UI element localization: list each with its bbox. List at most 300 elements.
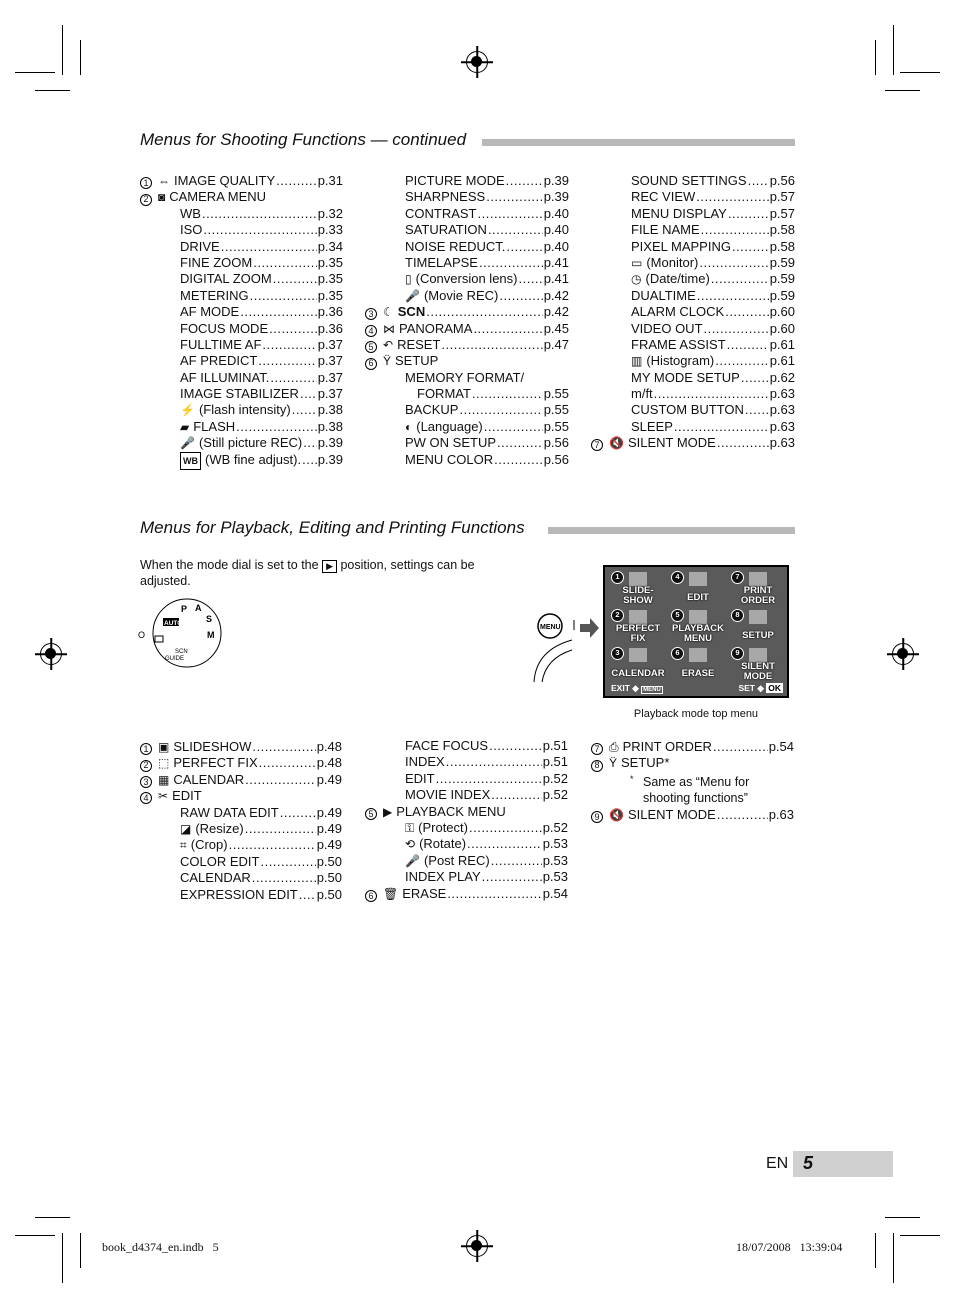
page-reference: p.59 xyxy=(769,254,795,270)
screen-item-icon xyxy=(629,610,647,624)
menu-item-label: ISO xyxy=(180,222,203,238)
page-reference: p.50 xyxy=(316,870,342,886)
page-reference: p.58 xyxy=(769,222,795,238)
playback-menu-column-1 xyxy=(140,739,342,903)
dot-leader xyxy=(262,337,316,353)
page-reference: p.36 xyxy=(317,320,343,336)
page-reference: p.51 xyxy=(542,738,568,753)
menu-entry xyxy=(365,337,569,353)
screen-menu-item[interactable] xyxy=(669,571,727,607)
menu-item-label: RESET xyxy=(397,336,441,352)
menu-item-label: MY MODE SETUP xyxy=(631,369,740,385)
dot-leader xyxy=(280,805,316,821)
page-reference: p.37 xyxy=(317,386,343,402)
menu-item-icon: ◪ xyxy=(180,821,192,836)
menu-item-icon: ▯ xyxy=(405,272,412,287)
dot-leader xyxy=(472,386,543,402)
dot-leader xyxy=(711,271,769,287)
menu-item-label: (Monitor) xyxy=(646,254,699,270)
page-reference: p.51 xyxy=(542,754,568,770)
dot-leader xyxy=(701,222,769,238)
screen-caption: Playback mode top menu xyxy=(633,708,759,720)
page-reference: p.60 xyxy=(769,320,795,336)
menu-entry xyxy=(140,755,342,771)
screen-menu-item[interactable] xyxy=(729,571,787,607)
menu-item-icon: 🎤 xyxy=(180,436,195,451)
menu-item-icon: 🔇 xyxy=(609,436,624,451)
menu-item-label: PLAYBACK MENU xyxy=(396,803,506,819)
dot-leader xyxy=(245,821,316,837)
shooting-menu-column-2 xyxy=(365,173,569,468)
menu-item-label: INDEX PLAY xyxy=(405,869,481,885)
dot-leader xyxy=(258,353,316,369)
menu-item-label: CUSTOM BUTTON xyxy=(631,402,744,418)
item-number-badge: 6 xyxy=(365,890,377,902)
crop-mark xyxy=(62,1233,63,1283)
menu-item-label: AF PREDICT xyxy=(180,353,258,369)
menu-item-label: EXPRESSION EDIT xyxy=(180,886,298,902)
menu-item-label: CAMERA MENU xyxy=(169,189,267,205)
menu-entry xyxy=(365,771,568,787)
dot-leader xyxy=(715,353,768,369)
menu-item-label: SILENT MODE xyxy=(627,807,716,822)
menu-button-illustration xyxy=(524,610,599,685)
dot-leader xyxy=(654,386,769,402)
dot-leader xyxy=(478,206,543,222)
menu-entry xyxy=(591,337,795,353)
dial-label-a: A xyxy=(195,603,202,613)
menu-item-icon: ✂ xyxy=(158,789,169,804)
menu-entry xyxy=(365,222,569,238)
intro-text: When the mode dial is set to the ▶ position, settings can be adjusted. xyxy=(140,558,475,588)
dot-leader xyxy=(253,255,316,271)
menu-entry xyxy=(591,370,795,386)
menu-entry xyxy=(140,206,343,222)
menu-item-label: (Crop) xyxy=(190,837,228,853)
screen-item-label: PERFECT FIX xyxy=(615,623,661,644)
menu-item-icon: ◐ xyxy=(405,419,413,434)
menu-entry xyxy=(365,836,568,852)
menu-entry xyxy=(140,435,343,451)
dot-leader xyxy=(303,435,316,451)
menu-item-label: PW ON SETUP xyxy=(405,435,497,451)
dot-leader xyxy=(245,772,316,788)
dot-leader xyxy=(270,370,316,386)
menu-item-icon: ☾ xyxy=(383,305,394,320)
menu-entry xyxy=(365,239,569,255)
dot-leader xyxy=(696,189,768,205)
menu-item-label: VIDEO OUT xyxy=(631,320,703,336)
menu-item-label: FOCUS MODE xyxy=(180,320,269,336)
menu-entry xyxy=(591,386,795,402)
menu-entry xyxy=(591,222,795,238)
page-reference: p.39 xyxy=(317,451,343,467)
menu-item-label: SETUP* xyxy=(621,755,670,771)
dial-label-guide: GUIDE xyxy=(165,656,185,662)
crop-mark xyxy=(900,72,940,73)
menu-item-icon: ▦ xyxy=(158,772,170,787)
menu-item-icon: ◷ xyxy=(631,272,642,287)
shooting-menu-column-3 xyxy=(591,173,795,452)
page-reference: p.54 xyxy=(542,885,568,901)
menu-item-label: PIXEL MAPPING xyxy=(631,238,731,254)
dot-leader xyxy=(727,337,769,353)
menu-item-label: IMAGE STABILIZER xyxy=(180,386,299,402)
page-reference: p.38 xyxy=(317,402,343,418)
dial-label-m: M xyxy=(207,630,215,640)
dot-leader xyxy=(299,887,316,903)
menu-entry xyxy=(591,173,795,189)
page-reference: p.63 xyxy=(769,418,795,434)
menu-item-label: AF MODE xyxy=(180,304,240,320)
page-reference: p.62 xyxy=(769,369,795,385)
menu-entry xyxy=(591,435,795,451)
registration-mark xyxy=(892,643,914,665)
menu-item-label: (Rotate) xyxy=(419,836,467,852)
screen-item-label: SETUP xyxy=(742,630,774,641)
screen-item-label: PRINT ORDER xyxy=(740,585,776,606)
menu-item-label: MENU COLOR xyxy=(405,451,494,467)
screen-item-icon xyxy=(689,572,707,586)
menu-entry xyxy=(140,337,343,353)
page-reference: p.42 xyxy=(543,287,569,303)
menu-item-label: (Protect) xyxy=(418,819,468,835)
menu-entry xyxy=(365,804,568,820)
crop-mark xyxy=(35,90,70,91)
menu-item-label: RAW DATA EDIT xyxy=(180,804,279,820)
page-reference: p.63 xyxy=(769,386,795,402)
screen-item-label: EDIT xyxy=(687,592,709,603)
menu-entry xyxy=(365,288,569,304)
item-number-badge: 5 xyxy=(365,808,377,820)
menu-entry xyxy=(365,419,569,435)
menu-item-icon: ⇔ xyxy=(158,174,170,188)
page-reference: p.60 xyxy=(769,304,795,320)
page-reference: p.52 xyxy=(542,819,568,835)
menu-entry xyxy=(591,353,795,369)
dot-leader xyxy=(229,837,316,853)
page-reference: p.49 xyxy=(316,771,342,787)
menu-entry xyxy=(591,255,795,271)
menu-item-label: TIMELAPSE xyxy=(405,254,478,270)
playback-menu-column-3-silent xyxy=(591,807,794,823)
page-reference: p.49 xyxy=(316,837,342,853)
dot-leader xyxy=(674,419,769,435)
page-reference: p.56 xyxy=(543,451,569,467)
dot-leader xyxy=(745,402,769,418)
screen-item-icon xyxy=(629,572,647,586)
dot-leader xyxy=(260,854,315,870)
menu-item-label: FULLTIME AF xyxy=(180,336,262,352)
dot-leader xyxy=(741,370,769,386)
menu-entry xyxy=(140,255,343,271)
menu-item-label: (Date/time) xyxy=(645,271,710,287)
menu-entry xyxy=(365,435,569,451)
screen-menu-item[interactable] xyxy=(729,609,787,645)
crop-mark xyxy=(35,1217,70,1218)
set-label: SET ◆ OK xyxy=(738,683,781,693)
menu-entry xyxy=(365,173,569,189)
menu-entry xyxy=(365,869,568,885)
page-reference: p.37 xyxy=(317,369,343,385)
registration-mark xyxy=(466,1235,488,1257)
dot-leader xyxy=(469,820,542,836)
menu-entry xyxy=(140,402,343,418)
menu-entry xyxy=(365,886,568,902)
page-reference: p.39 xyxy=(543,173,569,188)
menu-item-label: INDEX xyxy=(405,754,445,770)
page-reference: p.42 xyxy=(543,304,569,320)
menu-entry xyxy=(140,271,343,287)
menu-item-icon: ⬚ xyxy=(158,756,170,771)
menu-item-label: EDIT xyxy=(405,770,435,786)
screen-menu-item[interactable] xyxy=(609,571,667,607)
menu-entry xyxy=(140,239,343,255)
playback-menu-column-3 xyxy=(591,739,794,772)
dot-leader xyxy=(300,386,317,402)
dot-leader xyxy=(518,271,542,287)
menu-item-label: CALENDAR xyxy=(180,870,251,886)
footer-file: book_d4374_en.indb 5 xyxy=(102,1240,219,1254)
dot-leader xyxy=(491,787,541,803)
page-reference: p.53 xyxy=(542,869,568,885)
dot-leader xyxy=(436,771,542,787)
menu-item-label: METERING xyxy=(180,287,249,303)
section-title-shooting: Menus for Shooting Functions — continued xyxy=(140,130,467,149)
page-reference: p.39 xyxy=(543,189,569,205)
playback-top-menu-screen xyxy=(603,565,789,698)
menu-entry xyxy=(140,189,343,205)
menu-entry xyxy=(140,837,342,853)
dial-label-scn: SCN xyxy=(175,649,188,655)
page-reference: p.38 xyxy=(317,418,343,434)
menu-item-label: ALARM CLOCK xyxy=(631,304,725,320)
menu-entry xyxy=(591,739,794,755)
menu-entry xyxy=(591,239,795,255)
menu-item-label: FRAME ASSIST xyxy=(631,336,726,352)
menu-entry xyxy=(591,321,795,337)
screen-menu-item[interactable] xyxy=(609,609,667,645)
dot-leader xyxy=(506,173,543,189)
item-number-badge: 2 xyxy=(140,760,152,772)
menu-entry xyxy=(365,386,569,402)
menu-entry xyxy=(365,370,569,386)
menu-button-label: MENU xyxy=(540,624,561,631)
menu-item-icon: Ϋ xyxy=(609,756,618,771)
page-reference: p.37 xyxy=(317,336,343,352)
shooting-menu-column-1 xyxy=(140,173,343,468)
menu-item-label: SOUND SETTINGS xyxy=(631,173,747,188)
page-reference: p.56 xyxy=(769,173,795,188)
menu-entry xyxy=(140,288,343,304)
menu-item-label: SATURATION xyxy=(405,222,487,238)
menu-item-label: MENU DISPLAY xyxy=(631,205,727,221)
screen-item-icon xyxy=(749,648,767,662)
dot-leader xyxy=(236,419,317,435)
menu-item-icon: ↶ xyxy=(383,337,394,352)
menu-item-label: (Flash intensity) xyxy=(198,402,291,418)
menu-entry xyxy=(140,821,342,837)
item-number-badge: 4 xyxy=(140,792,152,804)
menu-item-label: COLOR EDIT xyxy=(180,853,260,869)
menu-entry xyxy=(140,854,342,870)
page-reference: p.35 xyxy=(317,254,343,270)
dot-leader xyxy=(699,255,768,271)
menu-entry xyxy=(365,754,568,770)
screen-item-number: 7 xyxy=(731,571,744,584)
page-reference: p.40 xyxy=(543,222,569,238)
menu-item-label: FLASH xyxy=(193,418,236,434)
footnote: * Same as “Menu for shooting functions” xyxy=(630,774,750,805)
menu-entry xyxy=(591,304,795,320)
dot-leader xyxy=(484,419,543,435)
dot-leader xyxy=(259,755,316,771)
dot-leader xyxy=(447,886,541,902)
menu-entry xyxy=(140,887,342,903)
menu-entry xyxy=(140,452,343,468)
screen-menu-item[interactable] xyxy=(729,647,787,683)
registration-mark xyxy=(466,51,488,73)
crop-mark xyxy=(15,72,55,73)
screen-item-number: 1 xyxy=(611,571,624,584)
menu-item-label: REC VIEW xyxy=(631,189,696,205)
dot-leader xyxy=(499,288,542,304)
page-reference: p.48 xyxy=(316,739,342,754)
page-reference: p.41 xyxy=(543,271,569,287)
dot-leader xyxy=(221,239,317,255)
page-reference: p.55 xyxy=(543,386,569,402)
crop-mark xyxy=(900,1235,940,1236)
page-reference: p.52 xyxy=(542,770,568,786)
screen-menu-item[interactable] xyxy=(669,609,727,645)
screen-item-number: 5 xyxy=(671,609,684,622)
title-bar xyxy=(548,527,795,534)
dot-leader xyxy=(459,402,542,418)
item-number-badge: 1 xyxy=(140,743,152,755)
dot-leader xyxy=(494,452,543,468)
page-reference: p.59 xyxy=(769,271,795,287)
menu-item-label: DIGITAL ZOOM xyxy=(180,271,272,287)
item-number-badge: 7 xyxy=(591,439,603,451)
menu-entry xyxy=(140,788,342,804)
menu-item-icon: ⚿ xyxy=(405,820,415,835)
menu-item-label: (Resize) xyxy=(195,820,244,836)
page-reference: p.35 xyxy=(317,271,343,287)
screen-item-icon xyxy=(749,572,767,586)
page-reference: p.63 xyxy=(769,402,795,418)
screen-item-label: ERASE xyxy=(681,668,715,679)
menu-item-label: CALENDAR xyxy=(173,771,245,787)
page-reference: p.34 xyxy=(317,238,343,254)
menu-item-label: SLIDESHOW xyxy=(173,739,252,754)
footer-timestamp: 18/07/2008 13:39:04 xyxy=(736,1240,843,1254)
menu-item-label: (Language) xyxy=(416,418,483,434)
menu-item-label: CONTRAST xyxy=(405,205,477,221)
dot-leader xyxy=(203,222,316,238)
page-reference: p.53 xyxy=(542,836,568,852)
play-icon: ▶ xyxy=(322,560,337,573)
menu-item-label: SLEEP xyxy=(631,418,673,434)
screen-item-label: PLAYBACK MENU xyxy=(672,623,724,644)
menu-item-label: SCN xyxy=(397,304,426,320)
page-reference: p.49 xyxy=(316,804,342,820)
page-reference: p.41 xyxy=(543,254,569,270)
menu-item-icon: ▣ xyxy=(158,740,170,754)
dot-leader xyxy=(717,435,769,451)
dot-leader xyxy=(717,807,768,823)
dot-leader xyxy=(250,288,317,304)
menu-entry xyxy=(365,820,568,836)
dot-leader xyxy=(202,206,317,222)
menu-item-label: NOISE REDUCT. xyxy=(405,238,506,254)
item-number-badge: 1 xyxy=(140,177,152,189)
menu-item-label: m/ft xyxy=(631,386,653,402)
menu-item-icon: ⋈ xyxy=(383,321,395,336)
page-reference: p.47 xyxy=(543,336,569,352)
menu-entry xyxy=(365,787,568,803)
dot-leader xyxy=(446,754,542,770)
menu-item-label: ERASE xyxy=(402,885,447,901)
dot-leader xyxy=(240,304,316,320)
menu-entry xyxy=(591,419,795,435)
screen-item-number: 2 xyxy=(611,609,624,622)
screen-item-icon xyxy=(689,610,707,624)
screen-item-label: SILENT MODE xyxy=(741,661,775,682)
menu-entry xyxy=(140,805,342,821)
menu-item-label: PANORAMA xyxy=(399,320,473,336)
registration-mark xyxy=(40,643,62,665)
screen-item-number: 6 xyxy=(671,647,684,660)
menu-entry xyxy=(591,402,795,418)
crop-mark xyxy=(62,25,63,75)
page-reference: p.39 xyxy=(317,435,343,451)
menu-item-icon: WB xyxy=(180,452,201,470)
menu-entry xyxy=(140,353,343,369)
dot-leader xyxy=(479,255,543,271)
dot-leader xyxy=(704,321,769,337)
screen-item-label: SLIDE- SHOW xyxy=(622,585,654,606)
dot-leader xyxy=(725,304,768,320)
page-number-box xyxy=(793,1151,893,1177)
screen-item-icon xyxy=(749,610,767,624)
dot-leader xyxy=(302,452,317,468)
screen-menu-item[interactable] xyxy=(669,647,727,683)
screen-menu-item[interactable] xyxy=(609,647,667,683)
menu-item-icon: ⎙ xyxy=(609,740,619,754)
menu-entry xyxy=(140,870,342,886)
page-reference: p.31 xyxy=(317,173,343,188)
menu-entry xyxy=(365,402,569,418)
page-reference: p.48 xyxy=(316,755,342,771)
dot-leader xyxy=(426,304,542,320)
page-reference: p.35 xyxy=(317,287,343,303)
menu-entry xyxy=(365,189,569,205)
menu-entry xyxy=(365,738,568,754)
dot-leader xyxy=(441,337,542,353)
item-number-badge: 4 xyxy=(365,325,377,337)
crop-mark xyxy=(885,1217,920,1218)
page-reference: p.63 xyxy=(768,807,794,822)
dot-leader xyxy=(467,836,542,852)
menu-entry xyxy=(365,304,569,320)
menu-entry xyxy=(591,288,795,304)
dot-leader xyxy=(276,173,317,189)
screen-item-number: 4 xyxy=(671,571,684,584)
dot-leader xyxy=(488,222,543,238)
dot-leader xyxy=(489,738,542,754)
menu-item-icon: ⌗ xyxy=(180,838,187,853)
menu-entry xyxy=(365,206,569,222)
